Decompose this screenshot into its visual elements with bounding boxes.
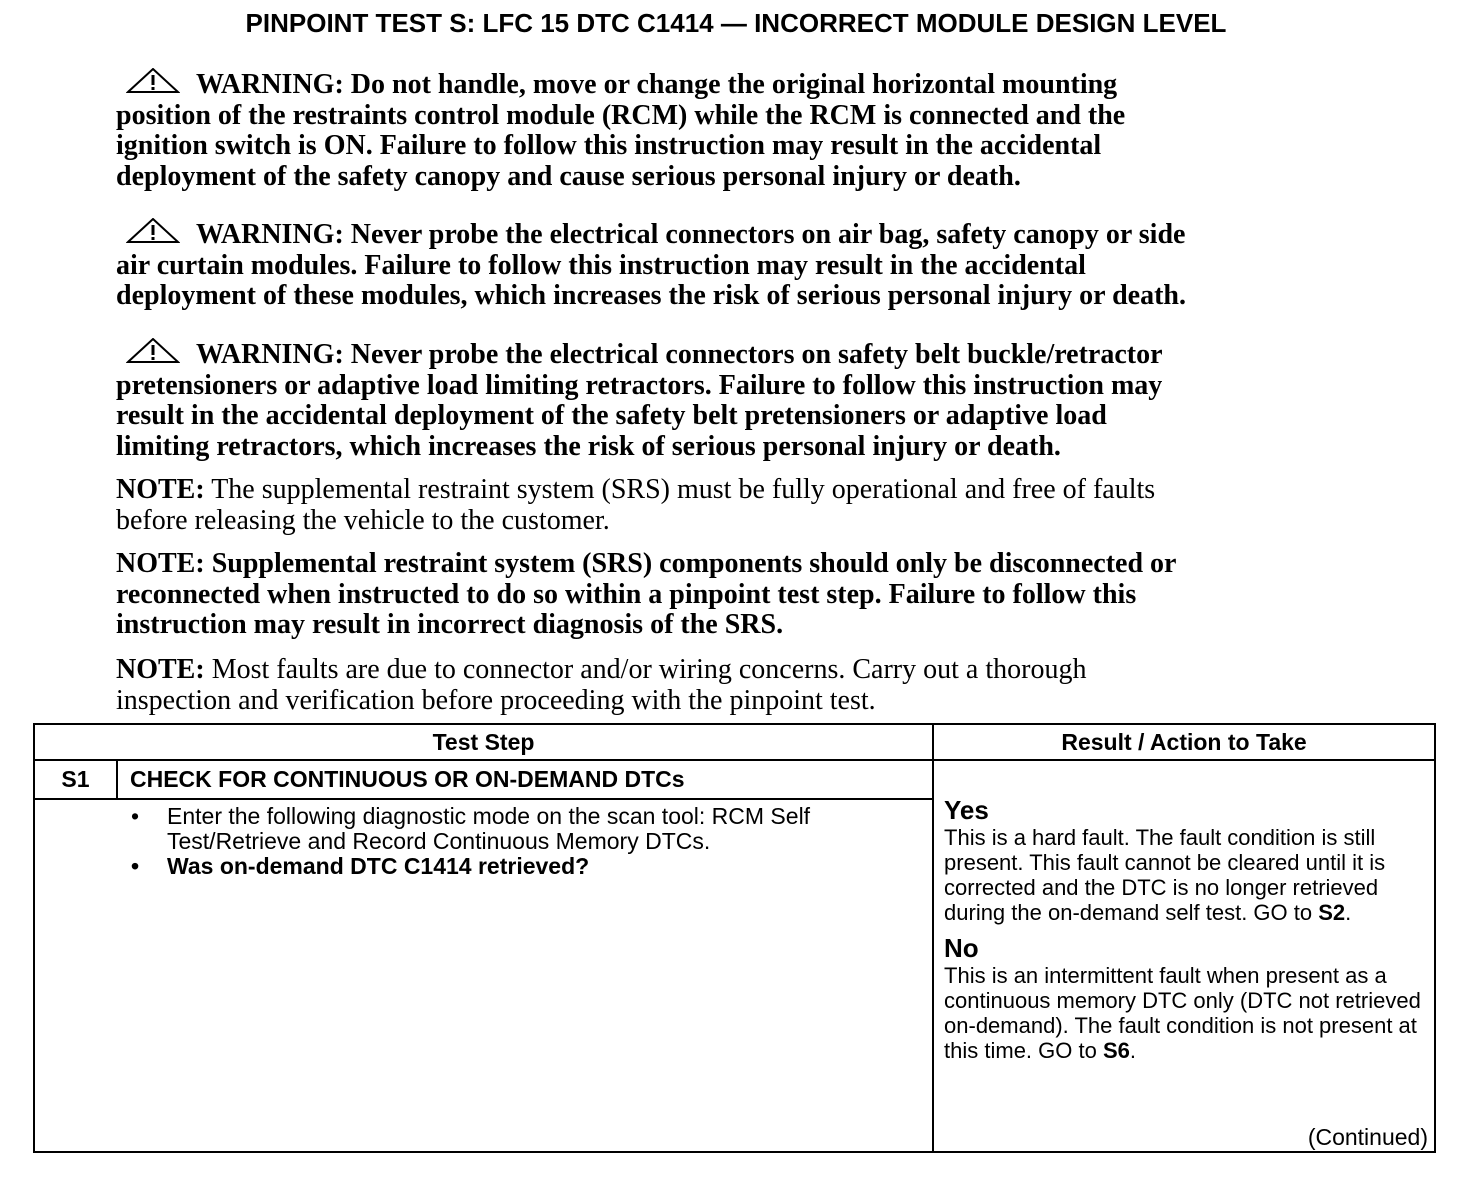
warning-text: pretensioners or adaptive load limiting retractors. Failure to follow this instruction may [116,369,1163,401]
warning-text: ignition switch is ON. Failure to follow this instruction may result in the accidental [116,130,1102,161]
warning-triangle-icon [126,218,180,244]
pinpoint-test-table [33,723,1436,1153]
note-text: instruction may result in incorrect diagnosis of the SRS. [116,609,784,640]
note-3 [116,655,1376,716]
warning-text: Never probe the electrical connectors on air bag, safety canopy or side [350,219,1186,250]
warning-text: deployment of these modules, which increases the risk of serious personal injury or death. [116,280,1186,311]
result-yes [944,795,1428,925]
warning-triangle-icon [126,68,180,94]
table-header-row [34,724,1435,760]
note-text: inspection and verification before proceeding with the pinpoint test. [116,684,876,716]
result-header: Result / Action to Take [933,724,1435,760]
instruction-question: • Was on-demand DTC C1414 retrieved? [167,854,922,879]
goto-step-link[interactable]: S6 [1102,1038,1130,1063]
note-label: NOTE: [116,548,205,579]
warning-label: WARNING: [196,339,344,370]
step-title-row [34,760,1435,799]
goto-step-link[interactable]: S2 [1318,900,1346,925]
test-step-header: Test Step [34,724,933,760]
result-cell [933,760,1435,1152]
note-text: before releasing the vehicle to the customer. [116,504,610,536]
warning-text: limiting retractors, which increases the risk of serious personal injury or death. [116,430,1061,462]
warning-label: WARNING: [196,219,344,250]
result-no [944,933,1428,1063]
note-label: NOTE: [116,654,205,685]
warning-label: WARNING: [196,69,344,100]
result-no-label: No [944,933,979,963]
instruction-list [35,804,922,879]
note-1 [116,475,1376,536]
result-yes-label: Yes [944,795,989,825]
warning-text: Do not handle, move or change the original horizontal mounting [350,69,1118,100]
warning-text: Never probe the electrical connectors on safety belt buckle/retractor [350,339,1163,370]
note-text: Most faults are due to connector and/or wiring concerns. Carry out a thorough [211,654,1087,685]
result-yes-text: This is a hard fault. The fault condition is still present. This fault cannot be cleared until it is corrected and the DTC is no longer retrieved during the on-demand self test. GO to [944,825,1386,925]
result-yes-end: . [1345,900,1352,925]
warning-2 [116,218,1376,312]
step-number: S1 [34,760,117,799]
instruction-cell [34,799,933,1152]
note-text: reconnected when instructed to do so within a pinpoint test step. Failure to follow this [116,578,1137,610]
instruction-item: • Enter the following diagnostic mode on the scan tool: RCM Self Test/Retrieve and Record Continuous Memory DTCs. [167,804,922,854]
warning-1 [116,68,1376,192]
warning-text: air curtain modules. Failure to follow this instruction may result in the accidental [116,249,1086,281]
warning-text: result in the accidental deployment of the safety belt pretensioners or adaptive load [116,400,1107,431]
result-no-text: This is an intermittent fault when present as a continuous memory DTC only (DTC not retrieved on-demand). The fault condition is not present at this time. GO to [944,963,1421,1063]
warning-text: position of the restraints control module (RCM) while the RCM is connected and the [116,99,1126,131]
page-title: PINPOINT TEST S: LFC 15 DTC C1414 — INCORRECT MODULE DESIGN LEVEL [245,8,1227,38]
warning-triangle-icon [126,338,180,364]
note-label: NOTE: [116,474,205,505]
continued-label: (Continued) [1307,1124,1428,1150]
warning-3 [116,338,1376,462]
warning-text: deployment of the safety canopy and cause serious personal injury or death. [116,160,1021,192]
step-name: CHECK FOR CONTINUOUS OR ON-DEMAND DTCs [117,760,933,799]
note-text: Supplemental restraint system (SRS) components should only be disconnected or [211,548,1177,579]
result-no-end: . [1129,1038,1137,1063]
note-2 [116,549,1376,641]
note-text: The supplemental restraint system (SRS) must be fully operational and free of faults [211,474,1156,505]
